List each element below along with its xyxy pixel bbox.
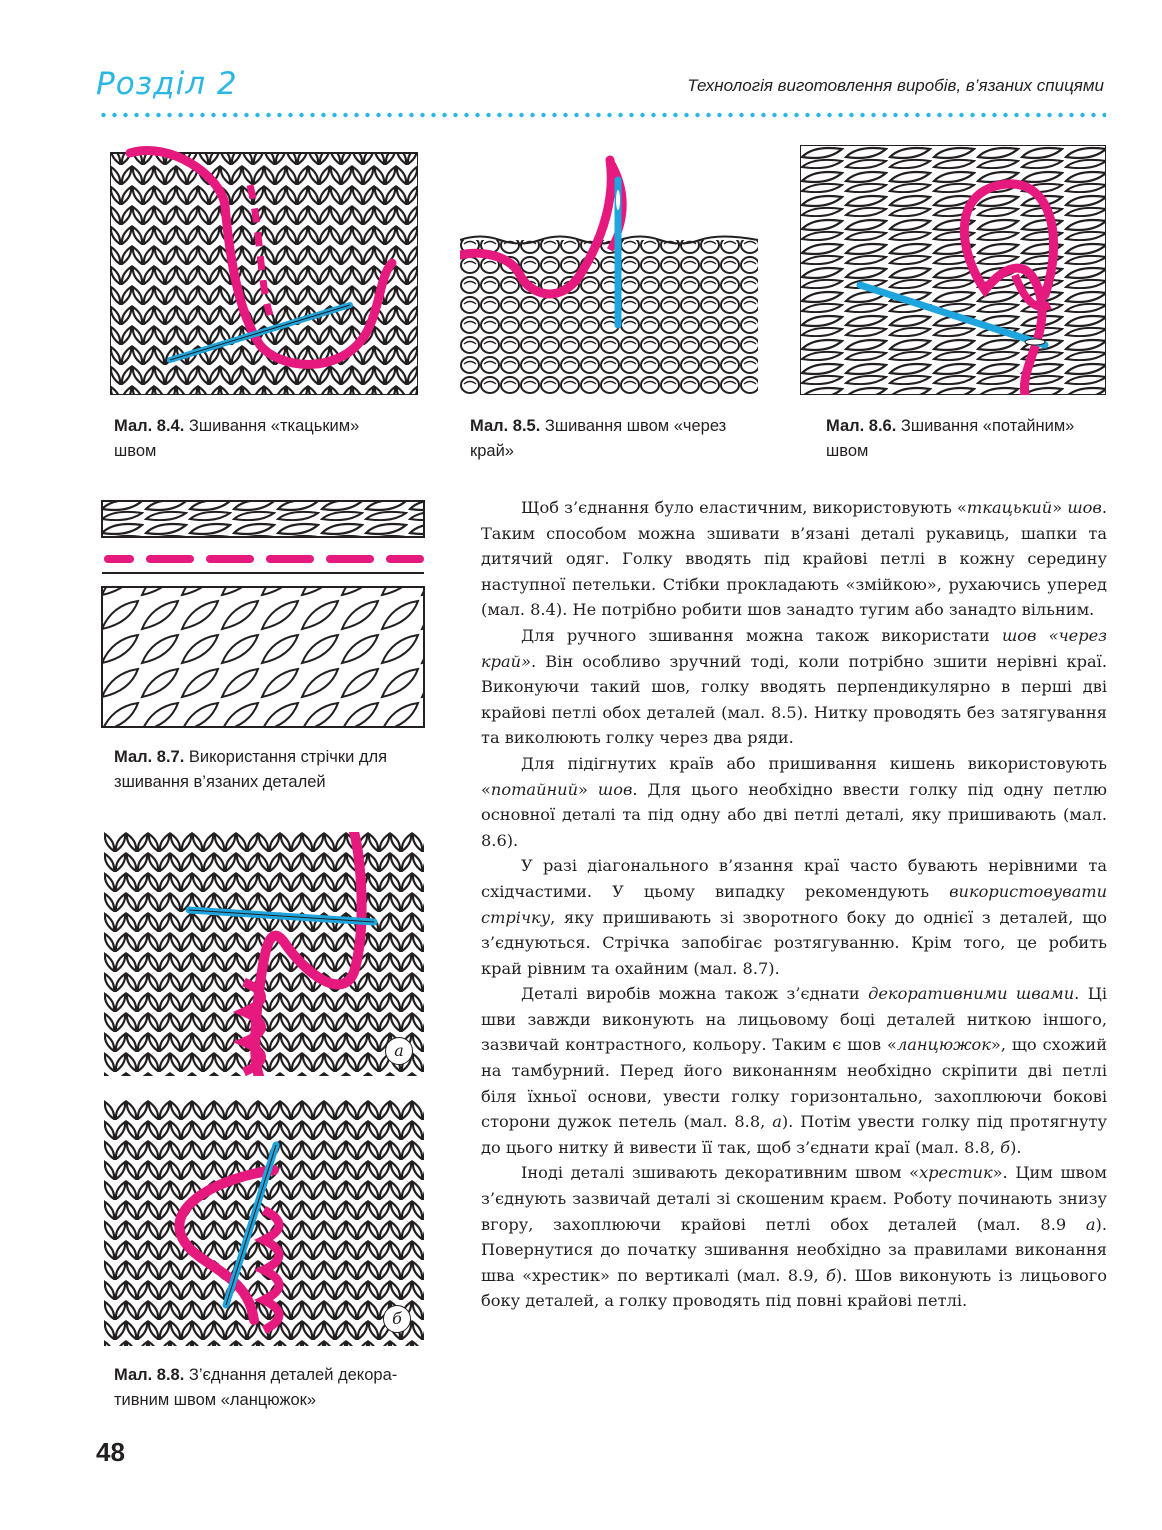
figure-8-6-image [800, 145, 1106, 395]
caption-text-line2: тивним швом «ланцюжок» [114, 1391, 317, 1409]
figure-8-5-caption [470, 414, 770, 464]
figure-label: Мал. 8.7. [114, 748, 185, 766]
figure-8-4-image [110, 145, 418, 395]
running-header-title: Технологія виготовлення виробів, в’язаних спицями [687, 76, 1104, 95]
figure-8-7-caption [114, 745, 434, 795]
figure-label: Мал. 8.4. [114, 417, 185, 435]
subfigure-badge-b: б [383, 1305, 411, 1333]
caption-text-line2: край» [470, 442, 514, 460]
figure-8-8b-image [104, 1100, 424, 1346]
figure-8-4-caption [114, 414, 424, 464]
paragraph-3: Для підігнутих країв або пришивання кишень використовують «потайний» шов. Для цього необхідно ввести голку під одну петлю основної деталі та під одну або дві петлі деталі, яку пришивають (мал. 8.6). [481, 753, 1107, 850]
paragraph-6: Іноді деталі зшивають декоративним швом «хрестик». Цим швом з’єднують зазвичай деталі зі скошеним краєм. Роботу починають знизу вгору, захоплюючи крайові петлі обох деталей (мал. 8.9 а). Повернутися до початку зшивання необхідно за правилами виконання шва «хрестик» по вертикалі (мал. 8.9, б). Шов виконують із лицьового боку деталей, а голку проводять під повні крайові петлі. [481, 1163, 1107, 1311]
paragraph-5: Деталі виробів можна також з’єднати декоративними швами. Ці шви завжди виконують на лицьовому боці деталей ниткою іншого, зазвичай контрастного, кольору. Таким є шов «ланцюжок», що схожий на тамбурний. Перед його виконанням необхідно скріпити дві петлі біля їхньої основи, увести голку горизонтально, захоплюючи бокові сторони дужок петель (мал. 8.8, а). Потім увести голку під протягнуту до цього нитку й вивести її так, щоб з’єднати краї (мал. 8.8, б). [481, 984, 1107, 1157]
figure-8-8-caption [114, 1363, 444, 1413]
caption-text: З’єднання деталей декора- [184, 1366, 398, 1384]
caption-text: Зшивання швом «через [540, 417, 727, 435]
figure-8-6-caption [826, 414, 1116, 464]
caption-text: Використання стрічки для [184, 748, 388, 766]
figure-label: Мал. 8.5. [470, 417, 541, 435]
page-number: 48 [96, 1437, 125, 1467]
paragraph-2: Для ручного зшивання можна також використати шов «через край». Він особливо зручний тоді, коли потрібно зшити нерівні краї. Виконуючи такий шов, голку вводять перпендикулярно в перші дві крайові петлі обох деталей (мал. 8.5). Нитку проводять без затягування та виколюють голку через два ряди. [481, 625, 1107, 748]
paragraph-1: Щоб з’єднання було еластичним, використовують «ткацький» шов. Таким способом можна зшивати в’язані деталі рукавиць, шапки та дитячий одяг. Голку вводять під крайові петлі в кожну середину наступної петельки. Стібки прокладають «змійкою», рухаючись уперед (мал. 8.4). Не потрібно робити шов занадто тугим або занадто вільним. [481, 498, 1107, 620]
figure-label: Мал. 8.8. [114, 1366, 185, 1384]
paragraph-4: У разі діагонального в’язання краї часто бувають нерівними та східчастими. У цьому випадку рекомендують використовувати стрічку, яку пришивають зі зворотного боку до однієї з деталей, що з’єднуються. Стрічка запобігає розтягуванню. Крім того, це робить край рівним та охайним (мал. 8.7). [481, 856, 1107, 978]
caption-text-line2: зшивання в’язаних деталей [114, 773, 326, 791]
body-text [481, 495, 1107, 1314]
subfigure-badge-a: а [385, 1037, 413, 1065]
figure-label: Мал. 8.6. [826, 417, 897, 435]
caption-text: Зшивання «ткацьким» [184, 417, 360, 435]
figure-8-8a-image [104, 832, 424, 1076]
caption-text-line2: швом [826, 442, 869, 460]
caption-text: Зшивання «потайним» [896, 417, 1075, 435]
figure-8-7-image [100, 497, 426, 729]
figure-8-5-image [460, 155, 758, 395]
caption-text-line2: швом [114, 442, 157, 460]
dotted-divider [98, 112, 1106, 118]
section-label: Розділ 2 [96, 66, 238, 102]
